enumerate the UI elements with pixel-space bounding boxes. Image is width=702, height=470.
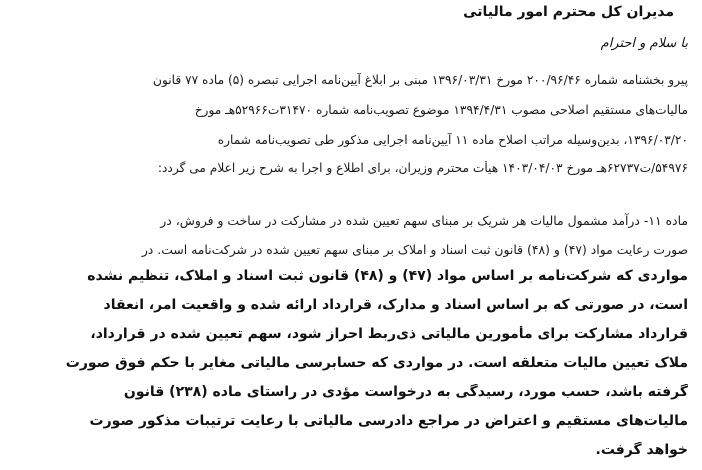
paragraph1-line: پیرو بخشنامه شماره ۲۰۰/۹۶/۴۶ مورخ ۱۳۹۶/۰۳/۳۱ مبنی بر ابلاغ آیین‌نامه اجرایی تبصره (۵) ماده ۷۷ قانون <box>153 73 688 87</box>
paragraph2-bold-line: ملاک تعیین مالیات متعلقه است. در مواردی که حسابرسی مالیاتی مغایر با حکم فوق صورت <box>65 355 688 371</box>
paragraph1-line: ۵۴۹۷۶/ت۶۲۷۳۷هـ مورخ ۱۴۰۳/۰۴/۰۳ هیأت محترم وزیران، برای اطلاع و اجرا به شرح زیر اعلام می گردد: <box>157 161 688 175</box>
paragraph2-bold-line: مواردی که شرکت‌نامه بر اساس مواد (۴۷) و (۴۸) قانون ثبت اسناد و املاک، تنظیم نشده <box>87 268 688 284</box>
greeting-line: با سلام و احترام <box>600 36 688 51</box>
addressee-heading: مدیران کل محترم امور مالیاتی <box>463 4 674 20</box>
paragraph2-bold-line: گرفته باشد، حسب مورد، رسیدگی به درخواست مؤدی در راستای ماده (۲۳۸) قانون <box>123 384 688 400</box>
paragraph2-line: ماده ۱۱- درآمد مشمول مالیات هر شریک بر مبنای سهم تعیین شده در مشارکت در ساخت و فروش، در <box>160 213 688 228</box>
paragraph2-line: صورت رعایت مواد (۴۷) و (۴۸) قانون ثبت اسناد و املاک بر مبنای سهم تعیین شده در شرکت‌نامه است. در <box>141 242 688 257</box>
paragraph1-line: ۱۳۹۶/۰۳/۲۰، بدین‌وسیله مراتب اصلاح ماده ۱۱ آیین‌نامه اجرایی مذکور طی تصویب‌نامه شماره <box>217 133 688 147</box>
paragraph2-bold-line: قرارداد مشارکت برای مأمورین مالیاتی ذی‌ربط احراز شود، سهم تعیین شده در قرارداد، <box>90 326 688 342</box>
paragraph1-line: مالیات‌های مستقیم اصلاحی مصوب ۱۳۹۴/۴/۳۱ موضوع تصویب‌نامه شماره ۳۱۴۷۰ت۵۲۹۶۶هـ مورخ <box>194 103 688 117</box>
paragraph2-bold-line: است، در صورتی که بر اساس اسناد و مدارک، قرارداد ارائه شده و واقعیت امر، انعقاد <box>103 297 688 313</box>
paragraph2-bold-line: مالیات‌های مستقیم و اعتراض در مراجع دادرسی مالیاتی با رعایت ترتیبات مذکور صورت <box>89 413 688 429</box>
paragraph2-bold-line: خواهد گرفت. <box>595 442 688 458</box>
